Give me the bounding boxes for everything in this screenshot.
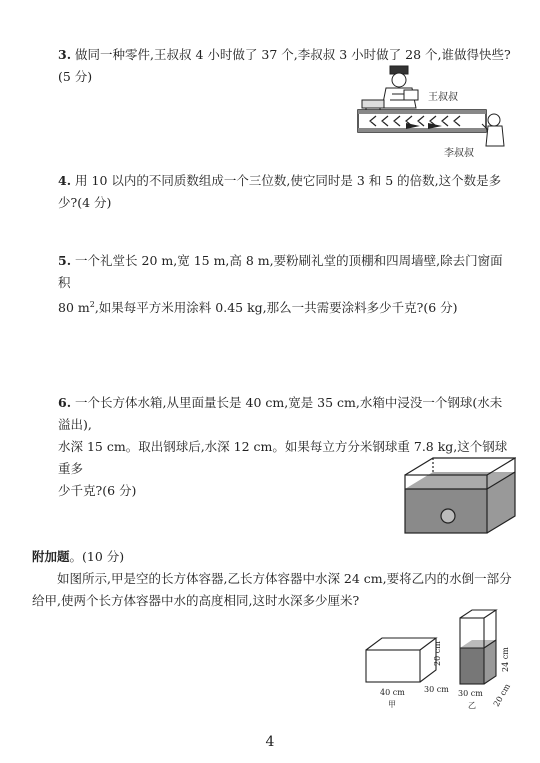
extra-title-rest: 。(10 分) <box>69 549 125 564</box>
yi-length-label: 30 cm <box>458 689 483 698</box>
water-tank-figure <box>404 452 516 538</box>
extra-question-body: 如图所示,甲是空的长方体容器,乙长方体容器中水深 24 cm,要将乙内的水倒一部分给甲,使两个长方体容器中水的高度相同,这时水深多少厘米? <box>32 571 512 608</box>
question-number: 4. <box>58 173 72 188</box>
question-text: 用 10 以内的不同质数组成一个三位数,使它同时是 3 和 5 的倍数,这个数是多少?(4 分) <box>58 173 502 210</box>
question-text-line3: 少千克?(6 分) <box>58 483 137 498</box>
question-text-line2b: ,如果每平方米用涂料 0.45 kg,那么一共需要涂料多少千克?(6 分) <box>94 300 458 316</box>
label-li: 李叔叔 <box>444 148 474 159</box>
workers-illustration <box>356 64 506 160</box>
jia-height-label: 20 cm <box>433 641 442 666</box>
question-number: 6. <box>58 395 72 410</box>
jia-length-label: 40 cm <box>380 688 405 697</box>
jia-width-label: 30 cm <box>424 685 449 694</box>
page-number: 4 <box>265 734 275 750</box>
question-text: 做同一种零件,王叔叔 4 小时做了 37 个,李叔叔 3 小时做了 28 个,谁做得快些?(5 分) <box>58 47 511 84</box>
question-5 <box>58 250 514 319</box>
label-wang: 王叔叔 <box>428 92 458 103</box>
question-text-line1: 一个礼堂长 20 m,宽 15 m,高 8 m,要粉刷礼堂的顶棚和四周墙壁,除去门窗面积 <box>58 253 503 290</box>
question-text-line2a: 80 m <box>58 300 90 316</box>
superscript: 2 <box>89 300 95 309</box>
container-yi <box>460 610 496 684</box>
conveyor-belt <box>358 110 486 132</box>
question-4 <box>58 170 514 214</box>
jia-name-label: 甲 <box>388 700 396 709</box>
containers-figure <box>360 608 520 732</box>
question-number: 5. <box>58 253 72 268</box>
yi-width-label: 20 cm <box>491 682 513 709</box>
yi-depth-label: 24 cm <box>501 647 510 672</box>
question-text-line1: 一个长方体水箱,从里面量长是 40 cm,宽是 35 cm,水箱中浸没一个钢球(水未溢出), <box>58 395 503 432</box>
extra-question-title <box>32 547 124 565</box>
extra-title-bold: 附加题 <box>32 549 70 564</box>
worker-wang-figure <box>362 66 418 110</box>
container-jia <box>366 638 436 682</box>
yi-name-label: 乙 <box>468 701 476 710</box>
question-text-line2: 水深 15 cm。取出钢球后,水深 12 cm。如果每立方分米钢球重 7.8 kg,这个钢球重多 <box>58 439 508 476</box>
question-number: 3. <box>58 47 72 62</box>
